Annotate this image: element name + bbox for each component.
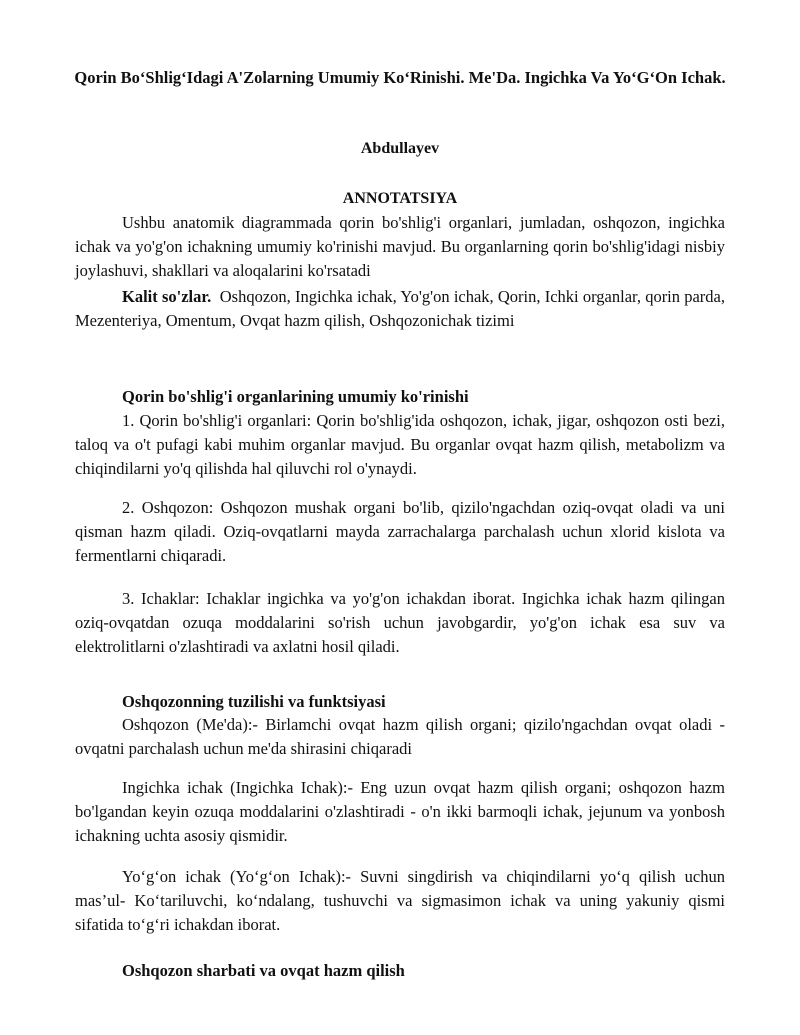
paragraph-intestines: 3. Ichaklar: Ichaklar ingichka va yo'g'on ichakdan iborat. Ingichka ichak hazm qilingan oziq-ovqatdan ozuqa moddalarini so'rish uchun javobgardir, yo'g'on ichak esa suv va elektrolitlarni o'zlashtiradi va axlatni hosil qiladi. [75, 589, 725, 656]
document-title: Qorin Bo‘Shlig‘Idagi A'Zolarning Umumiy Ko‘Rinishi. Me'Da. Ingichka Va Yo‘G‘On Ichak. [74, 68, 726, 87]
paragraph-stomach-meda: Oshqozon (Me'da):- Birlamchi ovqat hazm qilish organi; qizilo'ngachdan ovqat oladi - ovqatni parchalash uchun me'da shirasini chiqaradi [75, 715, 725, 758]
keywords-list: Oshqozon, Ingichka ichak, Yo'g'on ichak, Qorin, Ichki organlar, qorin parda, Mezenteriya, Omentum, Ovqat hazm qilish, Oshqozonichak tizimi [75, 287, 725, 330]
paragraph-small-intestine: Ingichka ichak (Ingichka Ichak):- Eng uzun ovqat hazm qilish organi; oshqozon hazm bo'lgandan keyin ozuqa moddalarini o'zlashtiradi - o'n ikki barmoqli ichak, jejunum va yonbosh ichakning uchta asosiy qismidir. [75, 778, 725, 845]
section-heading-stomach-structure: Oshqozonning tuzilishi va funktsiyasi [122, 692, 386, 711]
paragraph-stomach: 2. Oshqozon: Oshqozon mushak organi bo'lib, qizilo'ngachdan oziq-ovqat oladi va uni qisman hazm qiladi. Oziq-ovqatlarni mayda zarrachalarga parchalash uchun xlorid kislota va fermentlarni chiqaradi. [75, 498, 725, 565]
keywords-paragraph [75, 285, 725, 333]
paragraph-large-intestine: Yo‘g‘on ichak (Yo‘g‘on Ichak):- Suvni singdirish va chiqindilarni yo‘q qilish uchun mas’ul- Ko‘tariluvchi, ko‘ndalang, tushuvchi va sigmasimon ichak va uning yakuniy qismi sifatida to‘g‘ri ichakdan iborat. [75, 867, 725, 934]
paragraph-organs: 1. Qorin bo'shlig'i organlari: Qorin bo'shlig'ida oshqozon, ichak, jigar, oshqozon osti bezi, taloq va o't pufagi kabi muhim organlar mavjud. Bu organlar ovqat hazm qilish, metabolizm va chiqindilarni yo'q qilishda hal qiluvchi rol o'ynaydi. [75, 411, 725, 478]
annotation-text: Ushbu anatomik diagrammada qorin bo'shlig'i organlari, jumladan, oshqozon, ingichka ichak va yo'g'on ichakning umumiy ko'rinishi mavjud. Bu organlarning qorin bo'shlig'idagi nisbiy joylashuvi, shakllari va aloqalarini ko'rsatadi [75, 213, 725, 280]
keywords-label: Kalit so'zlar. [122, 287, 212, 306]
section-heading-overview: Qorin bo'shlig'i organlarining umumiy ko'rinishi [122, 387, 469, 406]
author-name: Abdullayev [360, 140, 440, 157]
annotation-heading: ANNOTATSIYA [342, 190, 458, 207]
section-heading-gastric-juice: Oshqozon sharbati va ovqat hazm qilish [122, 961, 405, 980]
